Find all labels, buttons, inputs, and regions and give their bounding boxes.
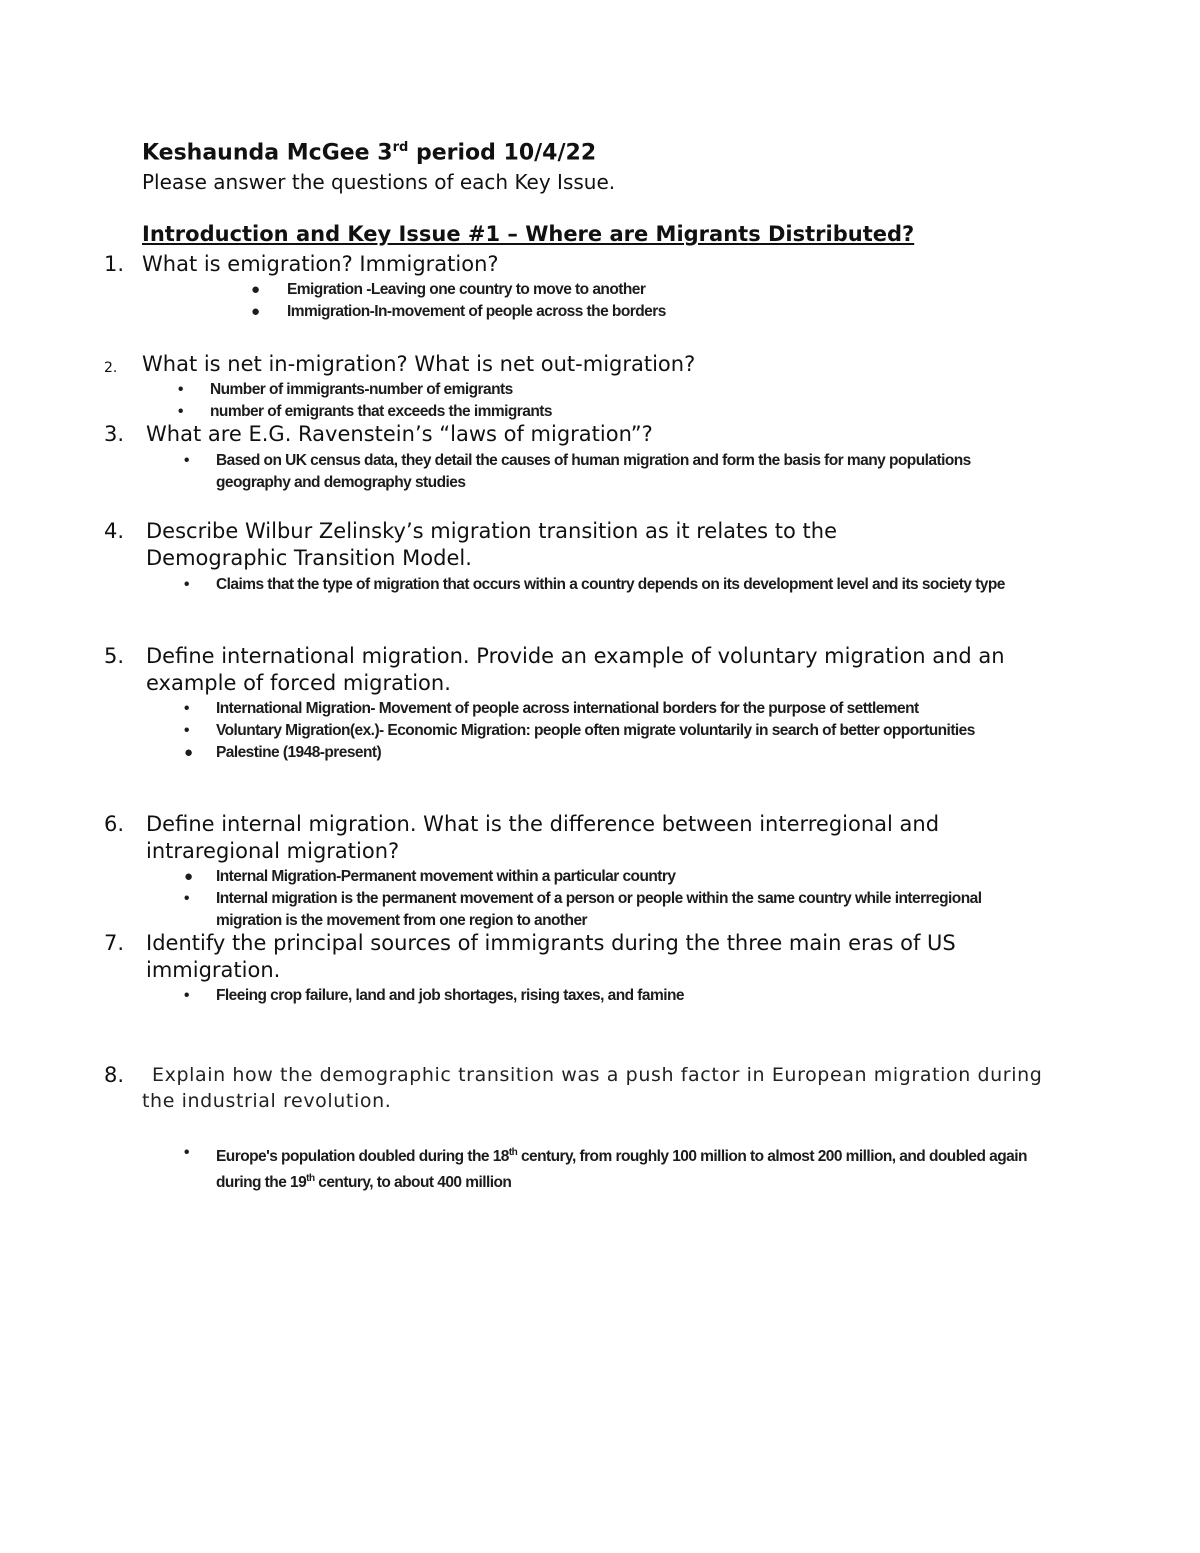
list-item: • International Migration- Movement of people across international borders for the purpose of settlement (216, 698, 1036, 720)
question-number: 3. (104, 422, 125, 446)
list-item: • Europe's population doubled during the 18th century, from roughly 100 million to almost 200 million, and doubled again during the 19th century, to about 400 million (184, 1144, 1027, 1192)
bullet-icon: • (178, 381, 183, 398)
instructions: Please answer the questions of each Key Issue. (142, 170, 616, 194)
list-item: ● Palestine (1948-present) (216, 742, 1036, 764)
bullet-icon: ● (184, 744, 193, 761)
answer-list (184, 985, 1036, 1007)
bullet-icon: • (178, 403, 183, 420)
bullet-icon: • (184, 722, 189, 739)
list-item: • Fleeing crop failure, land and job shortages, rising taxes, and famine (216, 985, 1036, 1007)
question-text: Explain how the demographic transition was a push factor in European migration during the industrial revolution. (142, 1064, 1043, 1112)
list-item: • Internal migration is the permanent movement of a person or people within the same country while interregional migration is the movement from one region to another (184, 890, 982, 929)
question-number: 2. (104, 360, 118, 376)
bullet-icon: • (184, 452, 189, 469)
answer-list (184, 574, 1036, 596)
question-number: 1. (104, 252, 125, 276)
bullet-icon: ● (251, 281, 260, 298)
question-text: Describe Wilbur Zelinsky’s migration transition as it relates to the Demographic Transition Model. (146, 519, 838, 570)
answer-list (184, 1142, 1036, 1194)
list-item: ● Immigration-In-movement of people across the borders (287, 301, 1107, 323)
question-number: 8. (104, 1063, 125, 1087)
answer-list (184, 698, 1036, 764)
list-item: • Claims that the type of migration that occurs within a country depends on its development level and its society type (216, 574, 1036, 596)
bullet-icon: • (184, 700, 189, 717)
bullet-icon: • (184, 890, 189, 907)
bullet-icon: • (184, 987, 189, 1004)
question-number: 7. (104, 931, 125, 955)
list-item: • Based on UK census data, they detail the causes of human migration and form the basis for many populations geography and demography studies (184, 452, 971, 491)
student-name-line: Keshaunda McGee 3rd period 10/4/22 (142, 140, 597, 166)
bullet-icon: • (184, 576, 189, 593)
list-item: • number of emigrants that exceeds the immigrants (210, 401, 1030, 423)
answer-list (178, 379, 1030, 423)
bullet-icon: ● (251, 303, 260, 320)
answer-list (184, 866, 1036, 932)
question-number: 6. (104, 812, 125, 836)
question-text: What is net in-migration? What is net out-migration? (142, 352, 696, 376)
question-text: Define internal migration. What is the difference between interregional and intraregional migration? (146, 812, 940, 863)
list-item: ● Emigration -Leaving one country to move to another (287, 279, 1107, 301)
question-text: Define international migration. Provide an example of voluntary migration and an example of forced migration. (146, 644, 1005, 695)
answer-list (184, 450, 1036, 494)
section-title: Introduction and Key Issue #1 – Where are Migrants Distributed? (142, 222, 915, 246)
bullet-icon: ● (184, 868, 193, 885)
list-item: • Number of immigrants-number of emigrants (210, 379, 1030, 401)
question-text: Identify the principal sources of immigrants during the three main eras of US immigration. (146, 931, 956, 982)
bullet-icon: • (184, 1144, 189, 1161)
question-number: 4. (104, 519, 125, 543)
question-text: What are E.G. Ravenstein’s “laws of migration”? (146, 422, 653, 446)
question-number: 5. (104, 644, 125, 668)
list-item: • Voluntary Migration(ex.)- Economic Migration: people often migrate voluntarily in search of better opportunities (216, 720, 1036, 742)
answer-list (251, 279, 1107, 323)
list-item: ● Internal Migration-Permanent movement within a particular country (216, 866, 1036, 888)
question-text: What is emigration? Immigration? (142, 252, 499, 276)
